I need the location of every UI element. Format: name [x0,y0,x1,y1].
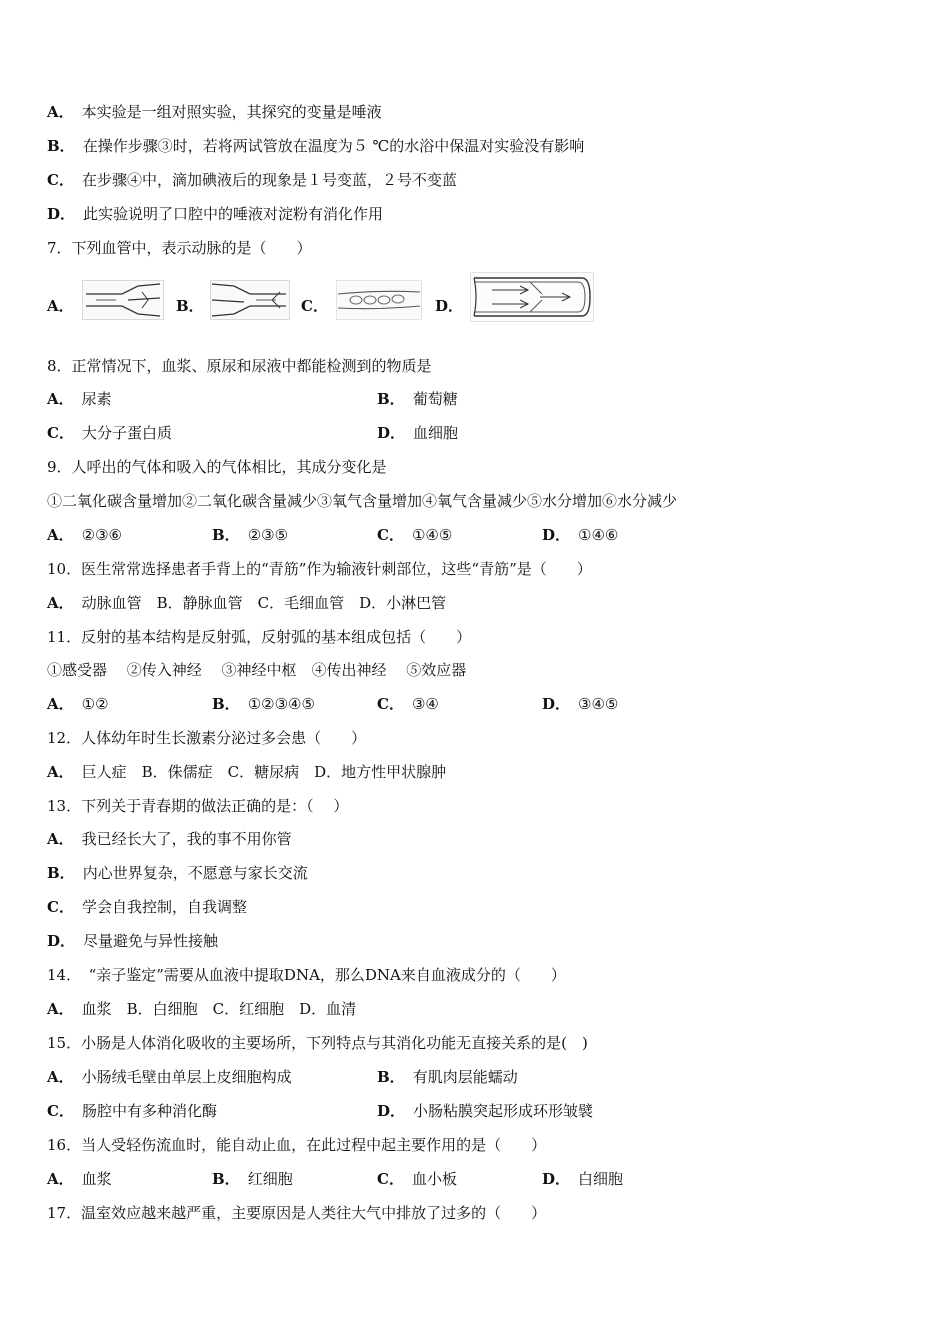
q11-option-d: D． ③④⑤ [542,695,619,713]
q6-option-a: A． 本实验是一组对照实验，其探究的变量是唾液 [47,103,382,121]
q7-option-a: A． [47,297,74,315]
q16-option-b: B． 红细胞 [212,1170,293,1188]
q13-option-d: D． 尽量避免与异性接触 [47,932,219,950]
q13-option-b: B． 内心世界复杂，不愿意与家长交流 [47,864,308,882]
q8-option-c: C． 大分子蛋白质 [47,424,172,442]
q7-option-d: D． [435,297,464,315]
q7-figure-c [336,280,422,320]
q14-options: A． 血浆 B．白细胞 C．红细胞 D．血清 [47,1000,357,1018]
q16-stem: 16．当人受轻伤流血时，能自动止血，在此过程中起主要作用的是（ ） [47,1136,547,1154]
q12-stem: 12．人体幼年时生长激素分泌过多会患（ ） [47,729,367,747]
q9-option-d: D． ①④⑥ [542,526,619,544]
q15-option-d: D． 小肠粘膜突起形成环形皱襞 [377,1102,594,1120]
q7-stem: 7．下列血管中，表示动脉的是（ ） [47,239,312,257]
q14-stem: 14． “亲子鉴定”需要从血液中提取DNA，那么DNA来自血液成分的（ ） [47,966,566,984]
q7-figure-a [82,280,164,320]
q11-option-b: B． ①②③④⑤ [212,695,315,713]
q11-option-a: A． ①② [47,695,109,713]
q9-option-a: A． ②③⑥ [47,526,122,544]
q11-stem: 11．反射的基本结构是反射弧，反射弧的基本组成包括（ ） [47,628,472,646]
q11-items: ①感受器 ②传入神经 ③神经中枢 ④传出神经 ⑤效应器 [47,661,467,679]
q13-stem: 13．下列关于青春期的做法正确的是：（ ） [47,797,349,815]
q8-option-d: D． 血细胞 [377,424,459,442]
q15-option-c: C． 肠腔中有多种消化酶 [47,1102,217,1120]
q16-option-d: D． 白细胞 [542,1170,624,1188]
q6-option-b: B． 在操作步骤③时，若将两试管放在温度为５ ℃的水浴中保温对实验没有影响 [47,137,585,155]
q6-option-c: C． 在步骤④中，滴加碘液后的现象是１号变蓝，２号不变蓝 [47,171,457,189]
q12-options: A． 巨人症 B．侏儒症 C．糖尿病 D．地方性甲状腺肿 [47,763,447,781]
q6-option-d: D． 此实验说明了口腔中的唾液对淀粉有消化作用 [47,205,384,223]
q7-option-c: C． [301,297,328,315]
q8-option-b: B． 葡萄糖 [377,390,458,408]
q9-option-b: B． ②③⑤ [212,526,289,544]
q16-option-a: A． 血浆 [47,1170,112,1188]
q7-figure-d [470,272,594,322]
q11-option-c: C． ③④ [377,695,439,713]
q15-stem: 15．小肠是人体消化吸收的主要场所，下列特点与其消化功能无直接关系的是( ) [47,1034,588,1052]
q10-options: A． 动脉血管 B．静脉血管 C．毛细血管 D．小淋巴管 [47,594,447,612]
q10-stem: 10．医生常常选择患者手背上的“青筋”作为输液针刺部位，这些“青筋”是（ ） [47,560,592,578]
q9-stem: 9．人呼出的气体和吸入的气体相比，其成分变化是 [47,458,387,476]
q7-option-b: B． [176,297,204,315]
q13-option-a: A． 我已经长大了，我的事不用你管 [47,830,292,848]
q15-option-b: B． 有肌肉层能蠕动 [377,1068,518,1086]
q9-items: ①二氧化碳含量增加②二氧化碳含量减少③氧气含量增加④氧气含量减少⑤水分增加⑥水分减少 [47,492,678,510]
q17-stem: 17．温室效应越来越严重，主要原因是人类往大气中排放了过多的（ ） [47,1204,547,1222]
q7-figure-b [210,280,290,320]
q16-option-c: C． 血小板 [377,1170,457,1188]
q13-option-c: C． 学会自我控制，自我调整 [47,898,247,916]
q9-option-c: C． ①④⑤ [377,526,453,544]
q8-option-a: A． 尿素 [47,390,112,408]
q15-option-a: A． 小肠绒毛壁由单层上皮细胞构成 [47,1068,292,1086]
q8-stem: 8．正常情况下，血浆、原尿和尿液中都能检测到的物质是 [47,357,432,375]
